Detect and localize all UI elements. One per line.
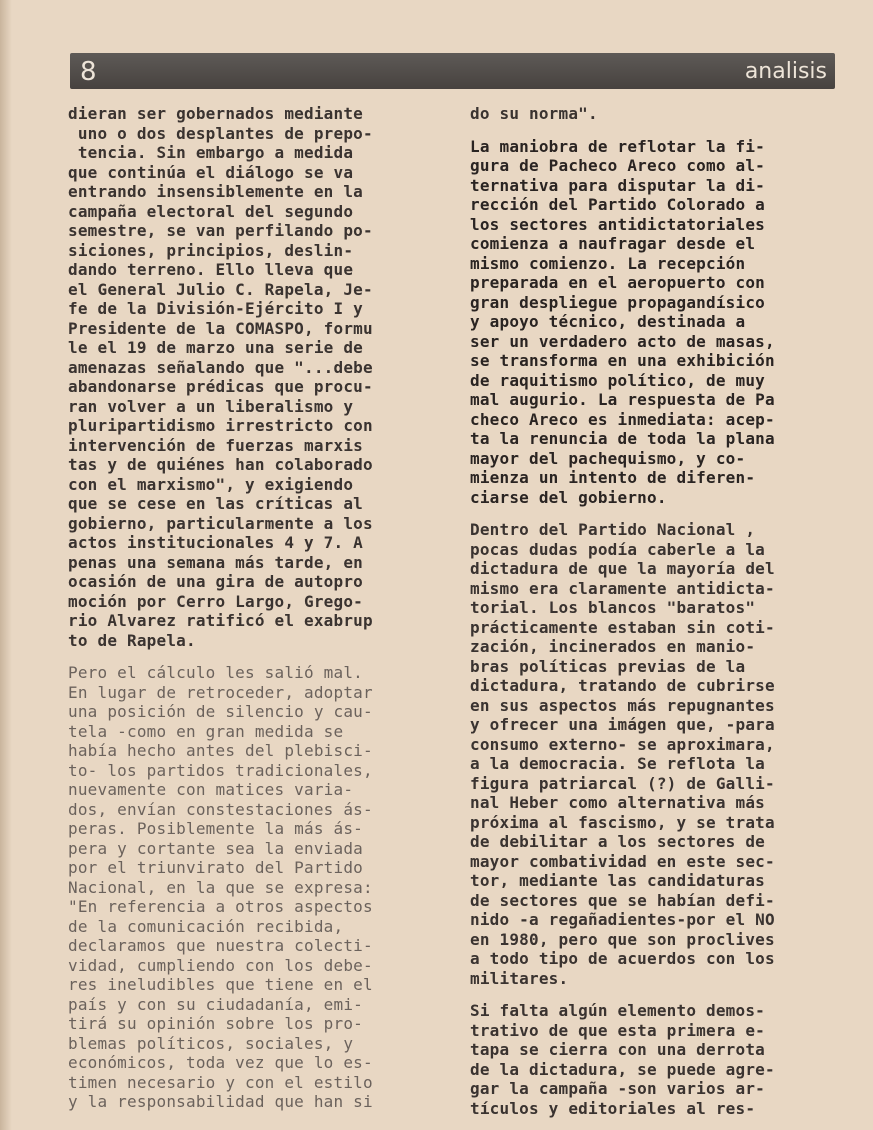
paragraph: Pero el cálculo les salió mal. En lugar de retroceder, adoptar una posición de silencio y cau- tela -como en gran medida se había hecho antes del plebisci- to- los partidos tradicionales, nuevamente con matices varia- dos, envían constestaciones ás- peras. Posiblemente la más ás- pera y cortante sea la enviada por el triunvirato del Partido Nacional, en la que se expresa: "En referencia a otros aspectos de la comunicación recibida, declaramos que nuestra colecti- vidad, cumpliendo con los debe- res ineludibles que tiene en el país y con su ciudadanía, emi- tirá su opinión sobre los pro- blemas políticos, sociales, y económicos, toda vez que lo es- timen necesario y con el estilo y la responsabilidad que han si [68,663,373,1111]
paragraph: do su norma". [470,104,598,123]
page-header-bar [70,53,835,89]
paragraph: dieran ser gobernados mediante uno o dos desplantes de prepo- tencia. Sin embargo a medida que continúa el diálogo se va entrando insensiblemente en la campaña electoral del segundo semestre, se van perfilando po- siciones, principios, deslin- dando terreno. Ello lleva que el General Julio C. Rapela, Je- fe de la División-Ejército I y Presidente de la COMASPO, formu le el 19 de marzo una serie de amenazas señalando que "...debe abandonarse prédicas que procu- ran volver a un liberalismo y pluripartidismo irrestricto con intervención de fuerzas marxis tas y de quiénes han colaborado con el marxismo", y exigiendo que se cese en las críticas al gobierno, particularmente a los actos institucionales 4 y 7. A penas una semana más tarde, en ocasión de una gira de autopro moción por Cerro Largo, Grego- rio Alvarez ratificó el exabrup to de Rapela. [68,104,373,650]
page-edge [0,0,12,1130]
paragraph: Dentro del Partido Nacional , pocas dudas podía caberle a la dictadura de que la mayoría del mismo era claramente antidicta- torial. Los blancos "baratos" prácticamente estaban sin coti- zación, incinerados en manio- bras políticas previas de la dictadura, tratando de cubrirse en sus aspectos más repugnantes y ofrecer una imágen que, -para consumo externo- se aproximara, a la democracia. Se reflota la figura patriarcal (?) de Galli- nal Heber como alternativa más próxima al fascismo, y se trata de debilitar a los sectores de mayor combatividad en este sec- tor, mediante las candidaturas de sectores que se habían defi- nido -a regañadientes-por el NO en 1980, pero que son proclives a todo tipo de acuerdos con los militares. [470,520,775,988]
page-number: 8 [80,57,97,87]
paragraph: La maniobra de reflotar la fi- gura de Pacheco Areco como al- ternativa para disputar la di- rección del Partido Colorado a los sectores antidictatoriales comienza a naufragar desde el mismo comienzo. La recepción preparada en el aeropuerto con gran despliegue propagandísico y apoyo técnico, destinada a ser un verdadero acto de masas, se transforma en una exhibición de raquitismo político, de muy mal augurio. La respuesta de Pa checo Areco es inmediata: acep- ta la renuncia de toda la plana mayor del pachequismo, y co- mienza un intento de diferen- ciarse del gobierno. [470,136,775,507]
left-column [68,104,440,1112]
right-column [470,104,840,1118]
paragraph: Si falta algún elemento demos- trativo de que esta primera e- tapa se cierra con una derrota de la dictadura, se puede agre- gar la campaña -son varios ar- tículos y editoriales al res- [470,1001,775,1118]
section-title: analisis [744,59,827,84]
